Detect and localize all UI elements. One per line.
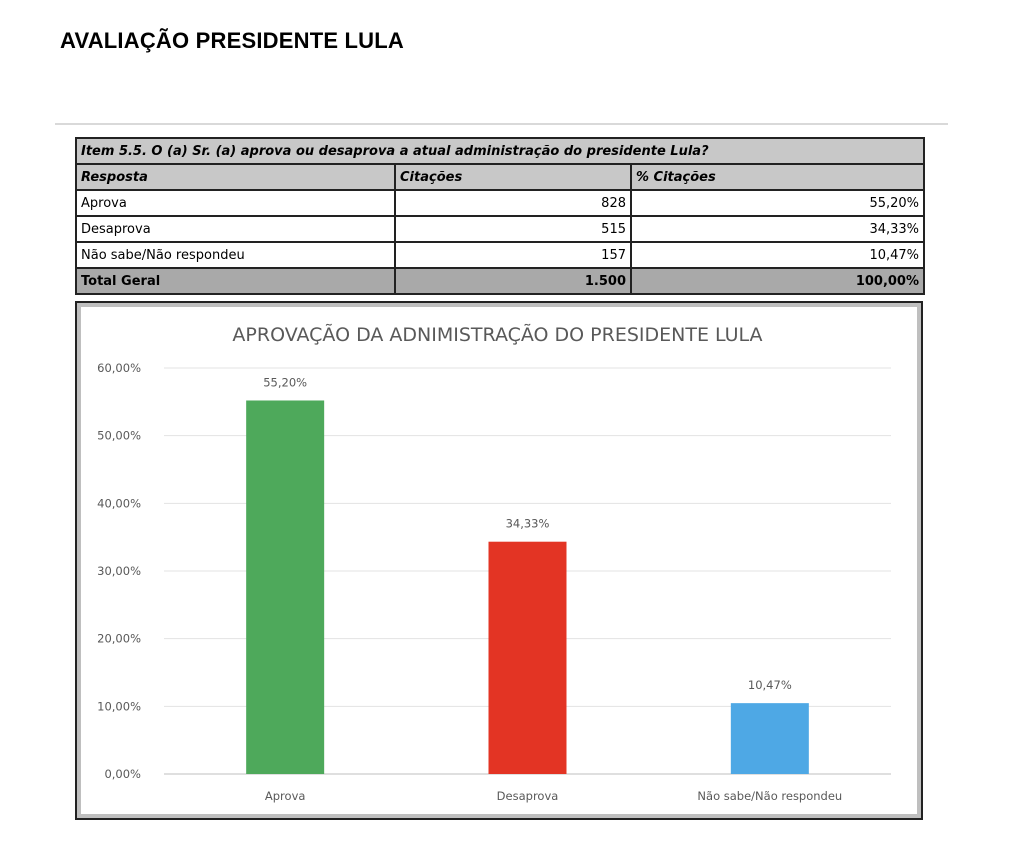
table-row — [76, 242, 924, 268]
table-header-row — [76, 164, 924, 190]
header-percent-citacoes: % Citações — [631, 164, 924, 190]
y-tick-label: 0,00% — [104, 767, 141, 781]
row-label: Não sabe/Não respondeu — [76, 242, 395, 268]
table-question: Item 5.5. O (a) Sr. (a) aprova ou desaprova a atual administração do presidente Lula? — [76, 138, 924, 164]
bar-2 — [489, 542, 567, 774]
row-count: 828 — [395, 190, 631, 216]
y-tick-label: 60,00% — [97, 361, 141, 375]
y-tick-label: 30,00% — [97, 564, 141, 578]
row-count: 515 — [395, 216, 631, 242]
page-title: AVALIAÇÃO PRESIDENTE LULA — [60, 28, 404, 53]
row-percent: 10,47% — [631, 242, 924, 268]
bar-chart — [81, 307, 917, 814]
row-percent: 55,20% — [631, 190, 924, 216]
row-label: Aprova — [76, 190, 395, 216]
total-percent: 100,00% — [631, 268, 924, 294]
y-tick-label: 20,00% — [97, 631, 141, 646]
table-question-row — [76, 138, 924, 164]
horizontal-rule — [55, 123, 948, 125]
data-label: 10,47% — [747, 678, 792, 693]
total-label: Total Geral — [76, 268, 395, 294]
table-row — [76, 216, 924, 242]
header-resposta: Resposta — [76, 164, 395, 190]
y-tick-label: 50,00% — [97, 428, 141, 443]
survey-table — [75, 137, 925, 295]
x-tick-label: Desaprova — [496, 789, 559, 803]
row-percent: 34,33% — [631, 216, 924, 242]
table-total-row — [76, 268, 924, 294]
chart-frame — [75, 301, 923, 820]
data-label: 34,33% — [505, 516, 550, 531]
chart-title: APROVAÇÃO DA ADNIMISTRAÇÃO DO PRESIDENTE LULA — [232, 324, 763, 346]
header-citacoes: Citações — [395, 164, 631, 190]
bar-3 — [731, 703, 809, 774]
data-label: 55,20% — [263, 375, 308, 390]
total-count: 1.500 — [395, 268, 631, 294]
x-tick-label: Não sabe/Não respondeu — [697, 789, 843, 803]
y-tick-label: 10,00% — [97, 699, 141, 714]
row-label: Desaprova — [76, 216, 395, 242]
y-tick-label: 40,00% — [97, 496, 141, 511]
bar-1 — [246, 400, 324, 774]
table-row — [76, 190, 924, 216]
row-count: 157 — [395, 242, 631, 268]
chart-area — [81, 307, 917, 814]
x-tick-label: Aprova — [264, 789, 306, 803]
